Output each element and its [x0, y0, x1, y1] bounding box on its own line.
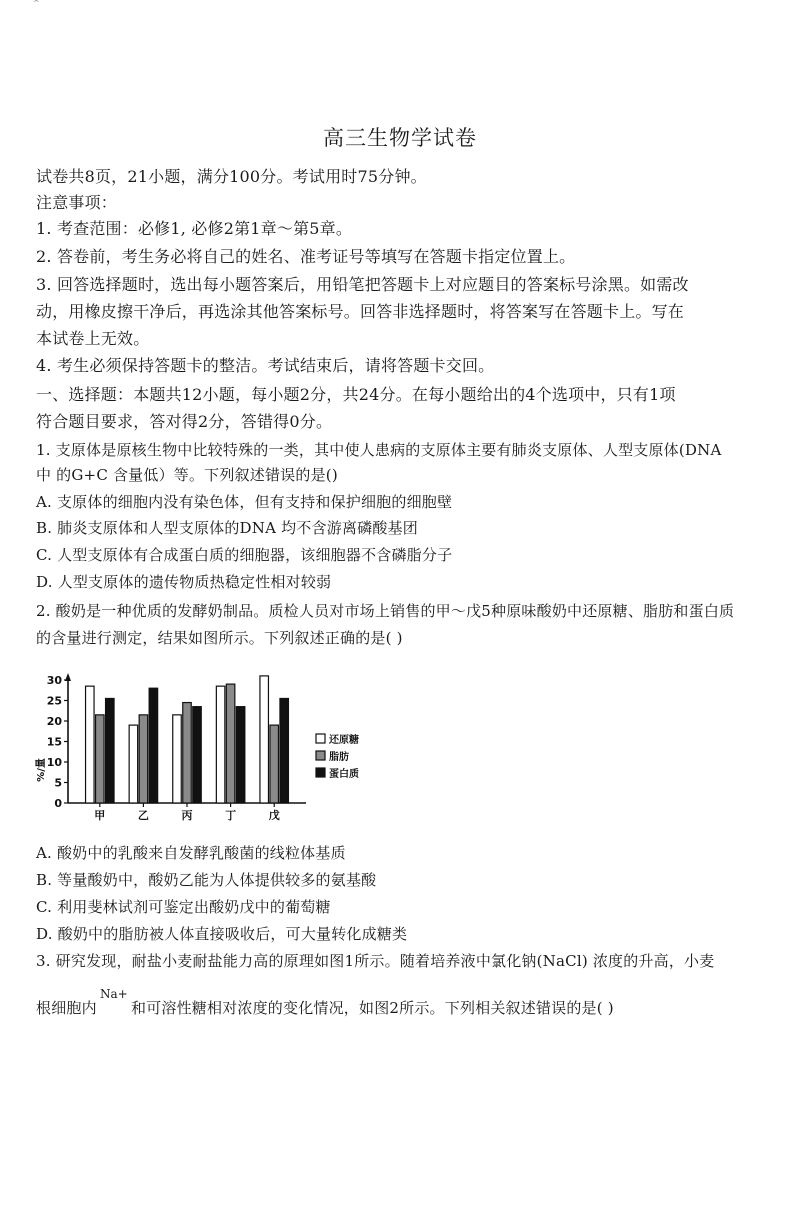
bar-3-1 [226, 684, 235, 803]
question-1-option-b: B. 肺炎支原体和人型支原体的DNA 均不含游离磷酸基团 [36, 519, 418, 537]
question-2-option-a: A. 酸奶中的乳酸来自发酵乳酸菌的线粒体基质 [36, 844, 346, 862]
y-tick-label: 20 [46, 715, 62, 728]
y-tick-label: 0 [54, 797, 62, 810]
note-3-line-2: 动，用橡皮擦干净后，再选涂其他答案标号。回答非选择题时，将答案写在答题卡上。写在 [36, 302, 685, 321]
legend-label: 还原糖 [329, 735, 359, 746]
bar-0-1 [96, 715, 105, 803]
x-tick-label: 戊 [268, 809, 280, 822]
question-1-stem-line-1: 1. 支原体是原核生物中比较特殊的一类，其中使人患病的支原体主要有肺炎支原体、人型支原体(DNA [36, 441, 722, 459]
bar-0-0 [86, 686, 95, 803]
y-tick-label: 30 [46, 674, 62, 687]
note-1: 1. 考查范围：必修1, 必修2第1章～第5章。 [36, 219, 353, 238]
bar-2-2 [193, 707, 202, 803]
exam-info-line: 试卷共8页，21小题，满分100分。考试用时75分钟。 [36, 167, 427, 186]
bar-2-1 [183, 703, 192, 803]
top-caret-mark: ^ [33, 0, 40, 8]
question-3-stem-line-2b: 和可溶性糖相对浓度的变化情况，如图2所示。下列相关叙述错误的是( ) [131, 999, 614, 1017]
question-2-stem-line-2: 的含量进行测定，结果如图所示。下列叙述正确的是( ) [36, 629, 403, 647]
y-tick-label: 10 [46, 756, 62, 769]
chart-bars [86, 676, 289, 803]
legend-label: 蛋白质 [329, 769, 359, 780]
sodium-ion-superscript: Na+ [100, 987, 128, 1001]
notes-heading: 注意事项： [36, 193, 118, 212]
x-tick-label: 甲 [94, 809, 106, 822]
bar-1-2 [149, 688, 158, 803]
section-1-heading-line-2: 符合题目要求，答对得2分，答错得0分。 [36, 412, 333, 431]
chart-legend [316, 733, 359, 780]
question-2-option-b: B. 等量酸奶中，酸奶乙能为人体提供较多的氨基酸 [36, 871, 377, 889]
legend-swatch [316, 734, 325, 743]
question-2-option-c: C. 利用斐林试剂可鉴定出酸奶戊中的葡萄糖 [36, 898, 331, 916]
bar-4-2 [280, 698, 289, 803]
x-tick-label: 丙 [181, 809, 193, 822]
note-4: 4. 考生必须保持答题卡的整洁。考试结束后，请将答题卡交回。 [36, 356, 495, 375]
yogurt-nutrient-bar-chart [34, 658, 379, 830]
bar-3-0 [216, 686, 225, 803]
y-tick-label: 25 [46, 694, 62, 708]
bar-1-0 [129, 725, 138, 803]
question-1-option-d: D. 人型支原体的遗传物质热稳定性相对较弱 [36, 573, 332, 591]
question-3-stem-line-1: 3. 研究发现，耐盐小麦耐盐能力高的原理如图1所示。随着培养液中氯化钠(NaCl) 浓度的升高，小麦 [36, 952, 715, 970]
x-tick-label: 乙 [137, 809, 149, 822]
note-3-line-3: 本试卷上无效。 [36, 329, 150, 348]
legend-swatch [316, 768, 325, 777]
bar-0-2 [106, 698, 115, 803]
legend-label: 脂肪 [329, 752, 349, 763]
x-tick-label: 丁 [225, 809, 237, 822]
bar-3-2 [236, 707, 245, 803]
y-tick-label: 5 [54, 776, 62, 790]
bar-4-1 [270, 725, 279, 803]
question-1-stem-line-2: 中 的G+C 含量低）等。下列叙述错误的是() [36, 466, 338, 484]
bar-4-0 [260, 676, 269, 803]
bar-2-0 [173, 715, 182, 803]
question-1-option-a: A. 支原体的细胞内没有染色体，但有支持和保护细胞的细胞壁 [36, 493, 453, 511]
question-2-stem-line-1: 2. 酸奶是一种优质的发酵奶制品。质检人员对市场上销售的甲～戊5种原味酸奶中还原糖、脂肪和蛋白质 [36, 602, 735, 620]
section-1-heading-line-1: 一、选择题：本题共12小题，每小题2分，共24分。在每小题给出的4个选项中，只有1项 [36, 385, 676, 404]
bar-1-1 [139, 715, 148, 803]
note-2: 2. 答卷前，考生务必将自己的姓名、准考证号等填写在答题卡指定位置上。 [36, 247, 576, 266]
question-2-option-d: D. 酸奶中的脂肪被人体直接吸收后，可大量转化成糖类 [36, 925, 408, 943]
y-tick-label: 15 [46, 735, 62, 749]
legend-swatch [316, 751, 325, 760]
question-3-stem-line-2a: 根细胞内 [36, 999, 97, 1017]
note-3-line-1: 3. 回答选择题时，选出每小题答案后，用铅笔把答题卡上对应题目的答案标号涂黑。如需改 [36, 275, 689, 294]
y-axis-label: %/量 [36, 758, 47, 782]
page-title: 高三生物学试卷 [323, 126, 477, 150]
question-1-option-c: C. 人型支原体有合成蛋白质的细胞器，该细胞器不含磷脂分子 [36, 546, 453, 564]
